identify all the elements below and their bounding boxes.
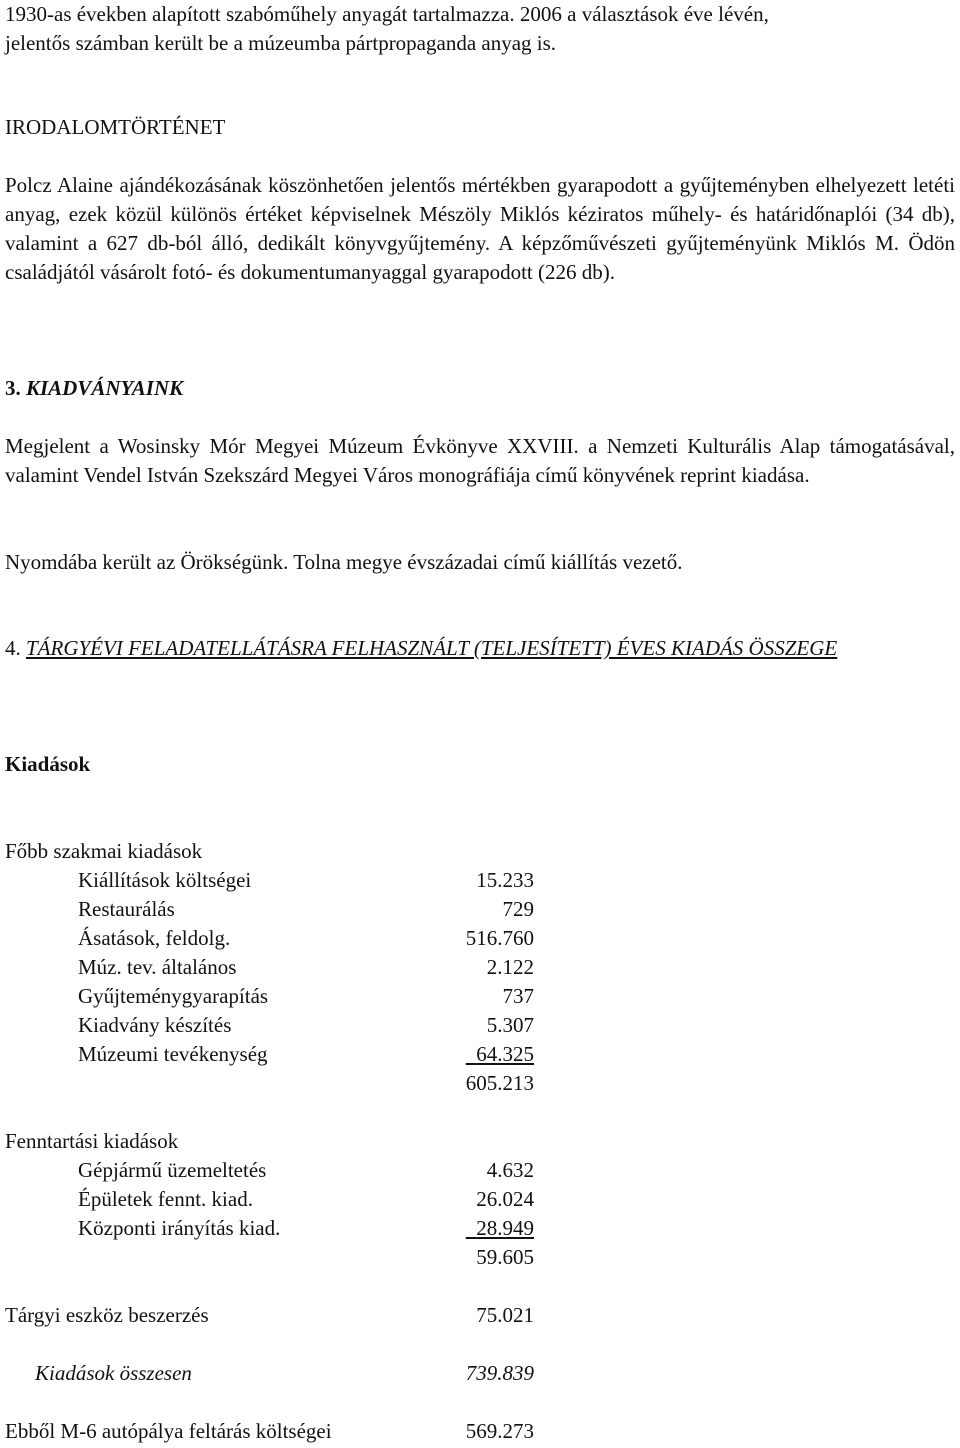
table-row (5, 924, 565, 953)
row-label: Restaurálás (78, 897, 175, 921)
literature-paragraph: Polcz Alaine ajándékozásának köszönhetően jelentős mértékben gyarapodott a gyűjteményben elhelyezett letéti anyag, ezek közül különös értéket képviselnek Mészöly Miklós kéziratos műhely- és határidőnaplói (34 db), valamint a 627 db-ból álló, dedikált könyvgyűjtemény. A képzőművészeti gyűjteményünk Miklós M. Ödön családjától vásárolt fotó- és dokumentumanyaggal gyarapodott (226 db). (5, 173, 955, 284)
literature-heading: IRODALOMTÖRTÉNET (5, 115, 226, 139)
row-value: 5.307 (486, 1013, 534, 1037)
motorway-row (5, 1417, 565, 1446)
row-value: 2.122 (486, 955, 534, 979)
row-label: Kiadvány készítés (78, 1013, 232, 1037)
intro-line-1: 1930-as években alapított szabóműhely anyagát tartalmazza. 2006 a választások éve lévén, (5, 2, 769, 26)
publications-paragraph-2: Nyomdába került az Örökségünk. Tolna megye évszázadai című kiállítás vezető. (5, 550, 683, 574)
row-value: 64.325 (476, 1042, 534, 1066)
row-label: Múz. tev. általános (78, 955, 237, 979)
total-value: 739.839 (465, 1361, 534, 1385)
table-row (5, 953, 565, 982)
total-label: Kiadások összesen (35, 1361, 192, 1385)
publications-paragraph-1: Megjelent a Wosinsky Mór Megyei Múzeum Évkönyve XXVIII. a Nemzeti Kulturális Alap támogatásával, valamint Vendel István Szekszárd Megyei Város monográfiája című könyvének reprint kiadása. (5, 434, 955, 487)
row-label: Gépjármű üzemeltetés (78, 1158, 267, 1182)
table-row (5, 1011, 565, 1040)
table-row (5, 1185, 565, 1214)
row-label: Épületek fennt. kiad. (78, 1187, 253, 1211)
table-row (5, 1214, 565, 1243)
assets-label: Tárgyi eszköz beszerzés (5, 1303, 209, 1327)
maintenance-subtotal: 59.605 (476, 1245, 534, 1269)
row-value: 737 (502, 984, 534, 1008)
row-value: 516.760 (465, 926, 534, 950)
professional-subtotal: 605.213 (465, 1071, 534, 1095)
row-value: 26.024 (476, 1187, 534, 1211)
motorway-label: Ebből M-6 autópálya feltárás költségei (5, 1419, 332, 1443)
assets-value: 75.021 (476, 1303, 534, 1327)
table-row (5, 866, 565, 895)
intro-line-2: jelentős számban került be a múzeumba pártpropaganda anyag is. (5, 31, 557, 55)
table-row (5, 895, 565, 924)
expenditure-heading (5, 634, 955, 663)
row-value: 729 (502, 897, 534, 921)
row-value: 4.632 (486, 1158, 534, 1182)
subtotal-row (5, 1069, 565, 1098)
row-label: Gyűjteménygyarapítás (78, 984, 269, 1008)
professional-expenses-label: Főbb szakmai kiadások (5, 839, 203, 863)
publications-number: 3. (5, 376, 21, 400)
publications-heading (5, 374, 183, 403)
expenditure-title: TÁRGYÉVI FELADATELLÁTÁSRA FELHASZNÁLT (TELJESÍTETT) ÉVES KIADÁS ÖSSZEGE (26, 636, 838, 660)
row-label: Központi irányítás kiad. (78, 1216, 281, 1240)
table-row (5, 1040, 565, 1069)
motorway-value: 569.273 (465, 1419, 534, 1443)
row-label: Múzeumi tevékenység (78, 1042, 268, 1066)
publications-title: KIADVÁNYAINK (26, 376, 184, 400)
total-row (5, 1359, 565, 1388)
table-row (5, 982, 565, 1011)
row-label: Kiállítások költségei (78, 868, 252, 892)
subtotal-row (5, 1243, 565, 1272)
row-value: 28.949 (476, 1216, 534, 1240)
expenditure-number: 4. (5, 636, 21, 660)
maintenance-expenses-label: Fenntartási kiadások (5, 1129, 179, 1153)
row-value: 15.233 (476, 868, 534, 892)
row-label: Ásatások, feldolg. (78, 926, 231, 950)
table-row (5, 1156, 565, 1185)
assets-row (5, 1301, 565, 1330)
expenses-heading: Kiadások (5, 752, 91, 776)
intro-paragraph (5, 0, 955, 58)
